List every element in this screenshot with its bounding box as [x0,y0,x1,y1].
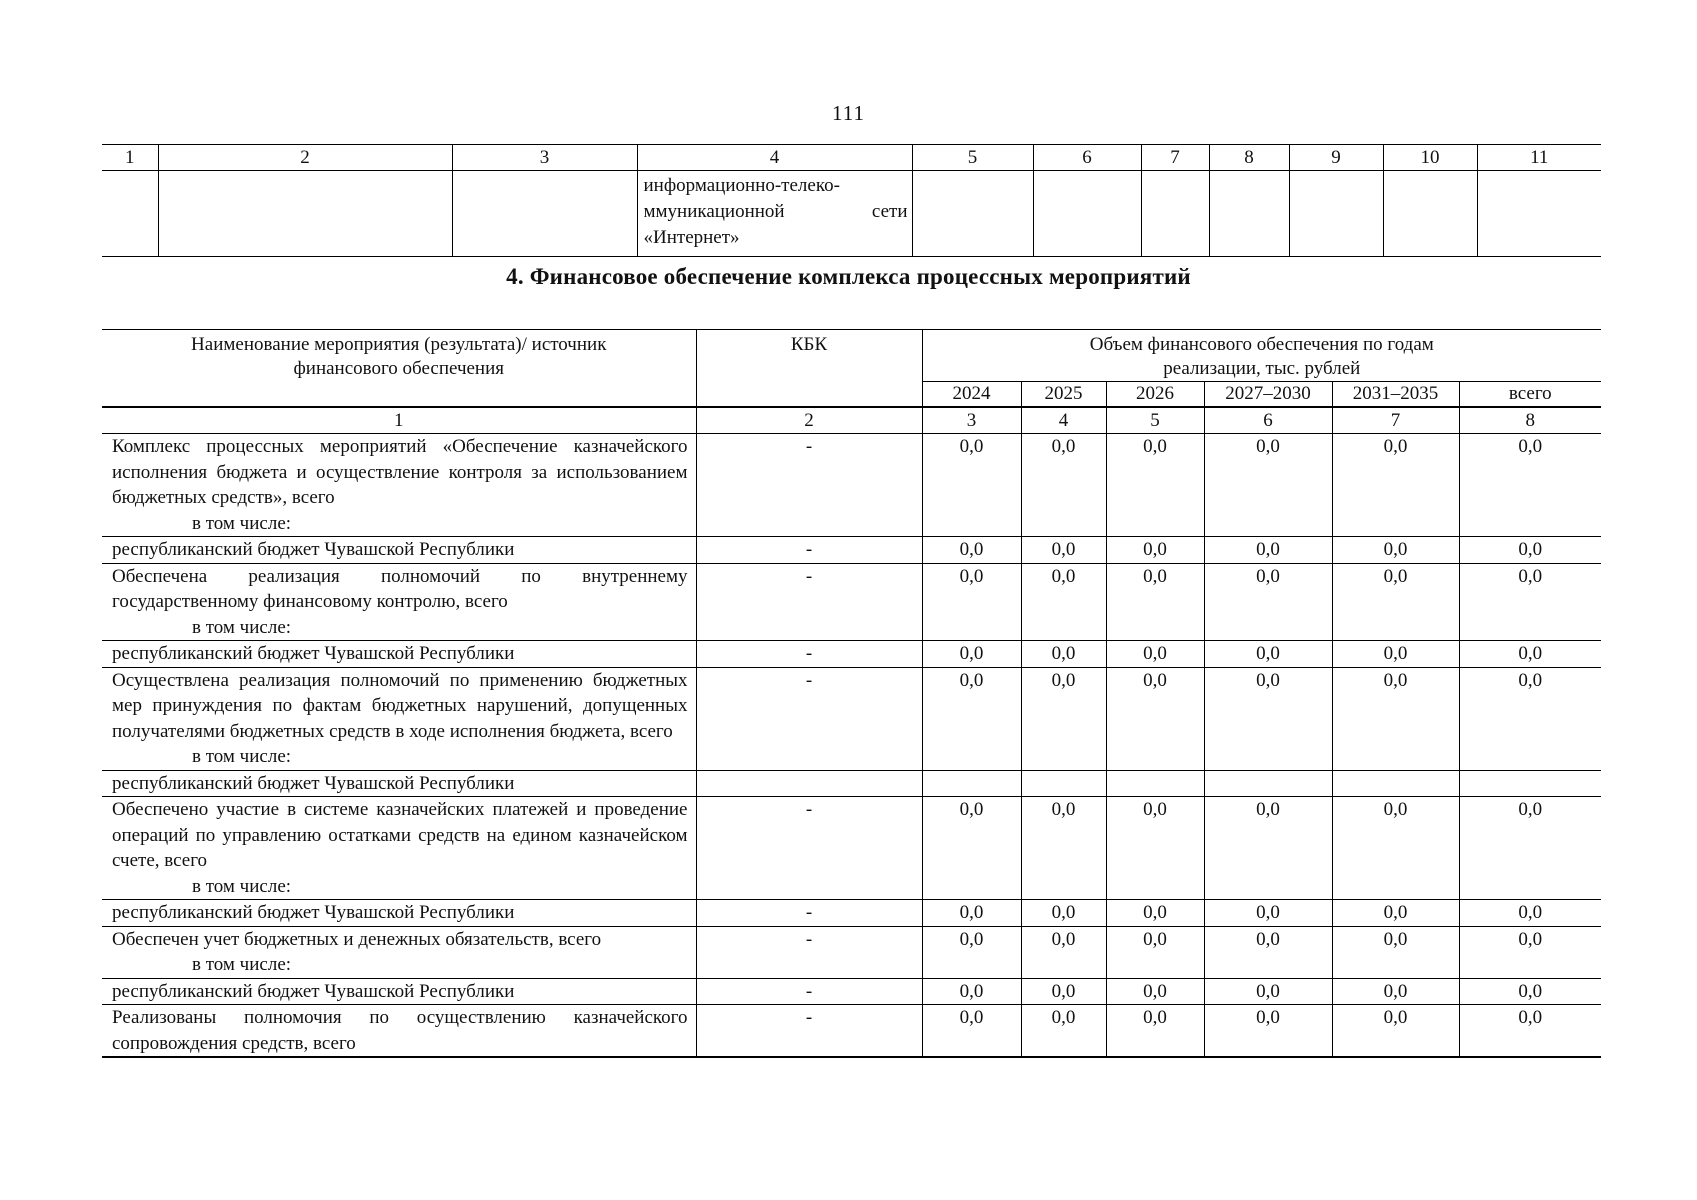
kbk-cell: - [696,434,922,537]
source-row [102,978,1601,1005]
value-cell: 0,0 [1459,434,1601,537]
row-label: Обеспечен учет бюджетных и денежных обязательств, всего [112,928,602,950]
value-cell: 0,0 [1021,926,1106,978]
activity-name [102,926,696,978]
value-cell [1204,770,1332,797]
value-cell: 0,0 [1459,926,1601,978]
value-cell: 0,0 [922,1005,1021,1058]
row-label: республиканский бюджет Чувашской Республики [112,980,515,1002]
value-cell: 0,0 [1204,978,1332,1005]
source-row [102,641,1601,668]
header-row [102,330,1601,382]
value-cell: 0,0 [1106,926,1204,978]
year-header: 2024 [922,382,1021,408]
value-cell: 0,0 [1106,434,1204,537]
including-label: в том числе: [192,616,292,638]
value-cell: 0,0 [1106,563,1204,641]
activity-row [102,667,1601,770]
including-label: в том числе: [192,746,292,767]
header-kbk: КБК [696,330,922,408]
value-cell: 0,0 [922,434,1021,537]
value-cell: 0,0 [1332,926,1459,978]
continuation-text: информационно-телеко-ммуникационной сети «Интернет» [637,171,912,257]
column-number: 1 [102,407,696,434]
value-cell: 0,0 [1332,797,1459,900]
value-cell: 0,0 [1021,434,1106,537]
source-row [102,770,1601,797]
activity-row [102,797,1601,900]
kbk-cell: - [696,537,922,564]
activity-row [102,1005,1601,1058]
value-cell: 0,0 [1106,797,1204,900]
value-cell: 0,0 [1459,1005,1601,1058]
value-cell: 0,0 [1204,667,1332,770]
value-cell: 0,0 [1021,667,1106,770]
value-cell: 0,0 [1204,1005,1332,1058]
column-number: 6 [1033,145,1141,171]
value-cell [1332,770,1459,797]
value-cell: 0,0 [922,563,1021,641]
activity-row [102,926,1601,978]
including-label: в том числе: [192,512,292,534]
activity-name [102,667,696,770]
value-cell [1021,770,1106,797]
kbk-cell [696,770,922,797]
value-cell: 0,0 [1021,563,1106,641]
column-number: 5 [1106,407,1204,434]
kbk-cell: - [696,900,922,927]
activity-name [102,434,696,537]
row-label: Обеспечена реализация полномочий по внутреннему государственному финансовому контролю, всего [112,565,688,612]
page-number: 111 [832,101,865,125]
activity-row [102,434,1601,537]
year-header: всего [1459,382,1601,408]
value-cell: 0,0 [922,667,1021,770]
activity-name [102,563,696,641]
value-cell: 0,0 [1459,641,1601,668]
value-cell: 0,0 [1332,434,1459,537]
column-number: 4 [637,145,912,171]
kbk-cell: - [696,1005,922,1058]
value-cell: 0,0 [1332,900,1459,927]
row-label: Осуществлена реализация полномочий по применению бюджетных мер принуждения по фактам бюджетных нарушений, допущенных получателями бюджетных средств в ходе исполнения бюджета, всего [112,669,688,742]
source-name [102,770,696,797]
column-number: 2 [158,145,452,171]
column-number: 5 [912,145,1033,171]
value-cell: 0,0 [1459,978,1601,1005]
value-cell: 0,0 [1204,641,1332,668]
value-cell: 0,0 [1204,563,1332,641]
value-cell: 0,0 [922,797,1021,900]
value-cell: 0,0 [1021,978,1106,1005]
row-label: республиканский бюджет Чувашской Республики [112,902,515,923]
column-number: 3 [922,407,1021,434]
source-name [102,537,696,564]
year-header: 2031–2035 [1332,382,1459,408]
row-label: Обеспечено участие в системе казначейских платежей и проведение операций по управлению остатками средств на едином казначейском счете, всего [112,799,688,871]
row-label: республиканский бюджет Чувашской Республики [112,539,515,560]
value-cell [922,770,1021,797]
column-number: 7 [1141,145,1209,171]
value-cell: 0,0 [922,978,1021,1005]
including-label: в том числе: [192,875,292,897]
activity-name [102,1005,696,1058]
continuation-row [102,171,1601,257]
column-number: 9 [1289,145,1383,171]
value-cell: 0,0 [1106,978,1204,1005]
column-number: 4 [1021,407,1106,434]
value-cell: 0,0 [1459,537,1601,564]
column-number: 11 [1477,145,1601,171]
value-cell: 0,0 [1204,537,1332,564]
kbk-cell: - [696,926,922,978]
value-cell: 0,0 [1332,537,1459,564]
value-cell: 0,0 [1021,1005,1106,1058]
value-cell: 0,0 [922,900,1021,927]
value-cell: 0,0 [1106,537,1204,564]
column-number: 1 [102,145,158,171]
year-header: 2025 [1021,382,1106,408]
column-number: 6 [1204,407,1332,434]
source-row [102,537,1601,564]
including-label: в том числе: [192,954,292,975]
column-number: 2 [696,407,922,434]
value-cell: 0,0 [1204,926,1332,978]
column-number: 10 [1383,145,1477,171]
year-header: 2027–2030 [1204,382,1332,408]
value-cell: 0,0 [1106,1005,1204,1058]
kbk-cell: - [696,563,922,641]
source-name [102,900,696,927]
kbk-cell: - [696,797,922,900]
row-label: Реализованы полномочия по осуществлению казначейского сопровождения средств, всего [112,1007,688,1054]
source-name [102,978,696,1005]
value-cell: 0,0 [1459,900,1601,927]
activity-name [102,797,696,900]
section-title: 4. Финансовое обеспечение комплекса процессных мероприятий [506,264,1191,289]
source-name [102,641,696,668]
value-cell: 0,0 [922,537,1021,564]
value-cell: 0,0 [1332,667,1459,770]
activity-row [102,563,1601,641]
value-cell: 0,0 [1332,978,1459,1005]
source-row [102,900,1601,927]
value-cell: 0,0 [1021,537,1106,564]
value-cell: 0,0 [1021,797,1106,900]
kbk-cell: - [696,641,922,668]
value-cell: 0,0 [1459,797,1601,900]
column-number: 8 [1459,407,1601,434]
year-header: 2026 [1106,382,1204,408]
value-cell: 0,0 [1204,900,1332,927]
row-label: республиканский бюджет Чувашской Республики [112,772,515,794]
column-number: 7 [1332,407,1459,434]
value-cell [1106,770,1204,797]
value-cell: 0,0 [1106,667,1204,770]
row-label: Комплекс процессных мероприятий «Обеспечение казначейского исполнения бюджета и осуществление контроля за использованием бюджетных средств», всего [112,436,688,508]
continuation-header-row [102,145,1601,171]
value-cell: 0,0 [1204,797,1332,900]
value-cell: 0,0 [1204,434,1332,537]
column-numbers-row [102,407,1601,434]
kbk-cell: - [696,978,922,1005]
value-cell: 0,0 [1332,1005,1459,1058]
column-number: 8 [1209,145,1289,171]
value-cell: 0,0 [1106,900,1204,927]
value-cell: 0,0 [1459,667,1601,770]
header-volume: Объем финансового обеспечения по годам реализации, тыс. рублей [922,330,1601,382]
column-number: 3 [452,145,637,171]
value-cell: 0,0 [1106,641,1204,668]
kbk-cell: - [696,667,922,770]
value-cell: 0,0 [1021,641,1106,668]
value-cell: 0,0 [922,641,1021,668]
financing-table [102,329,1601,1058]
value-cell: 0,0 [922,926,1021,978]
value-cell: 0,0 [1021,900,1106,927]
value-cell: 0,0 [1332,641,1459,668]
value-cell [1459,770,1601,797]
header-name: Наименование мероприятия (результата)/ источник финансового обеспечения [102,330,696,408]
row-label: республиканский бюджет Чувашской Республики [112,643,515,664]
value-cell: 0,0 [1459,563,1601,641]
continuation-table [102,144,1601,257]
value-cell: 0,0 [1332,563,1459,641]
